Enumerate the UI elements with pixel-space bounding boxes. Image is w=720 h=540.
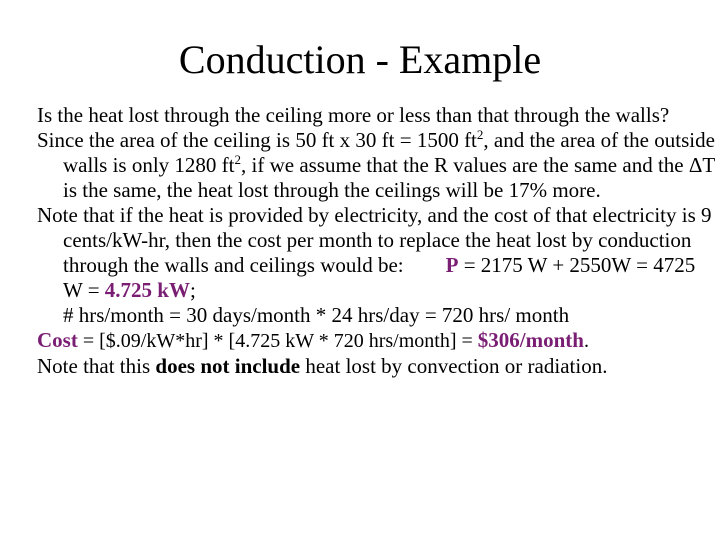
delta-t: ΔT xyxy=(688,153,715,177)
cost-note-text: Note that if the heat is provided by electricity, and the cost of that electricity is 9 cents/kW-hr, then the cost per month to replace the heat lost by conduction through the walls and ceilings would be: xyxy=(37,203,712,277)
ft2-superscript: 2 xyxy=(234,152,241,167)
cost-period: . xyxy=(583,330,589,352)
spacer xyxy=(404,253,446,277)
exclusion-emphasis: does not include xyxy=(155,354,301,378)
slide-title: Conduction - Example xyxy=(178,37,542,82)
cost-label: Cost xyxy=(37,328,78,352)
cost-note-paragraph xyxy=(37,203,717,303)
exclusion-text-b: heat lost by convection or radiation. xyxy=(300,354,608,378)
exclusion-text-a: Note that this xyxy=(37,354,156,378)
slide-body xyxy=(37,103,717,379)
area-text-b: , and the area of the outside walls is only 1280 ft xyxy=(63,128,715,177)
area-text-d: is the same, the heat lost through the ceilings will be 17% more. xyxy=(63,178,601,202)
power-semicolon: ; xyxy=(189,278,196,302)
power-equation: = 2175 W + 2550W = 4725 W = xyxy=(63,253,696,302)
exclusion-note-paragraph xyxy=(37,354,717,379)
cost-equation: = [$.09/kW*hr] * [4.725 kW * 720 hrs/month] = xyxy=(77,330,478,352)
hours-per-month-line: # hrs/month = 30 days/month * 24 hrs/day = 720 hrs/ month xyxy=(63,303,570,327)
ft2-superscript: 2 xyxy=(476,127,484,142)
area-text-c: , if we assume that the R values are the same and the xyxy=(241,153,689,177)
area-comparison-paragraph xyxy=(37,128,717,203)
power-label: P xyxy=(445,253,459,277)
cost-paragraph xyxy=(37,328,717,354)
cost-result: $306/month xyxy=(477,328,584,352)
question-paragraph: Is the heat lost through the ceiling more or less than that through the walls? xyxy=(37,103,670,127)
area-text-a: Since the area of the ceiling is 50 ft x 30 ft = 1500 ft xyxy=(37,128,477,152)
power-result: 4.725 kW xyxy=(104,278,190,302)
